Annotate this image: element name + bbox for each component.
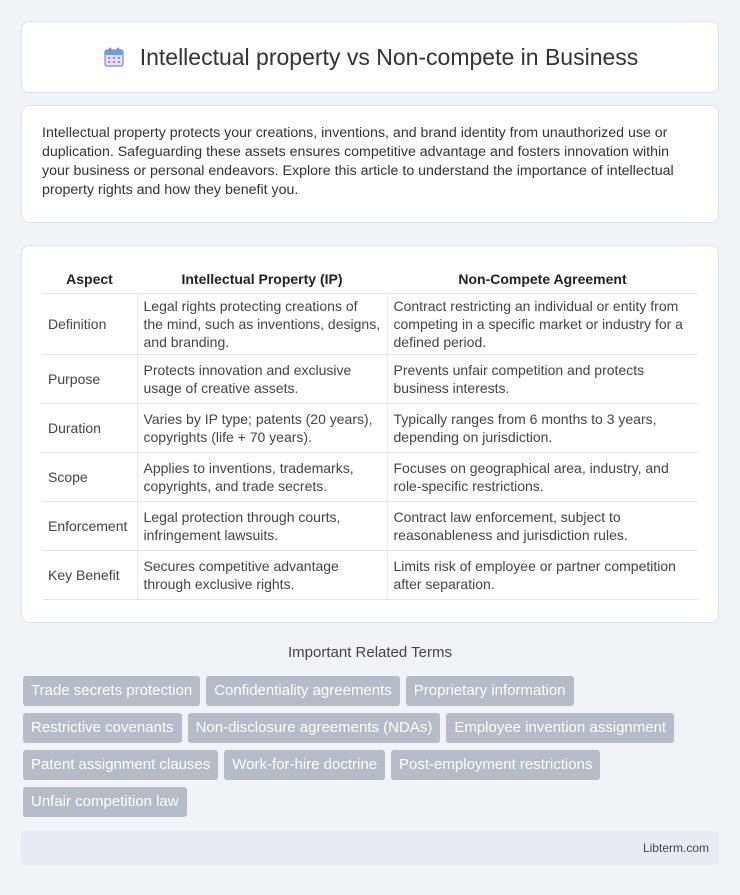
- row-aspect: Key Benefit: [42, 550, 137, 599]
- row-ip-cell: Protects innovation and exclusive usage of creative assets.: [137, 354, 387, 403]
- row-aspect: Enforcement: [42, 501, 137, 550]
- calendar-icon: [102, 45, 126, 69]
- related-term-tag[interactable]: Confidentiality agreements: [206, 676, 400, 706]
- table-row: [42, 293, 698, 354]
- related-terms-list: [23, 676, 723, 817]
- row-noncompete-cell: Typically ranges from 6 months to 3 years, depending on jurisdiction.: [387, 403, 698, 452]
- related-term-tag[interactable]: Employee invention assignment: [446, 713, 674, 743]
- intro-card: [21, 105, 719, 223]
- footer: [21, 831, 719, 865]
- row-aspect: Scope: [42, 452, 137, 501]
- header-noncompete: Non-Compete Agreement: [387, 266, 698, 293]
- row-ip-cell: Applies to inventions, trademarks, copyrights, and trade secrets.: [137, 452, 387, 501]
- comparison-card: [21, 245, 719, 623]
- related-term-tag[interactable]: Patent assignment clauses: [23, 750, 218, 780]
- row-noncompete-cell: Prevents unfair competition and protects business interests.: [387, 354, 698, 403]
- table-row: [42, 403, 698, 452]
- row-aspect: Duration: [42, 403, 137, 452]
- related-term-tag[interactable]: Work-for-hire doctrine: [224, 750, 385, 780]
- intro-paragraph: Intellectual property protects your creations, inventions, and brand identity from unauthorized use or duplication. Safeguarding these assets ensures competitive advantage and fosters innovation within your business or personal endeavors. Explore this article to understand the importance of intellectual property rights and how they benefit you.: [42, 125, 674, 198]
- row-noncompete-cell: Focuses on geographical area, industry, and role-specific restrictions.: [387, 452, 698, 501]
- row-aspect: Purpose: [42, 354, 137, 403]
- table-row: [42, 501, 698, 550]
- footer-site-link[interactable]: Libterm.com: [642, 841, 709, 855]
- row-noncompete-cell: Contract restricting an individual or entity from competing in a specific market or industry for a defined period.: [387, 293, 698, 354]
- related-term-tag[interactable]: Unfair competition law: [23, 787, 187, 817]
- title-card: [21, 21, 719, 93]
- row-noncompete-cell: Limits risk of employee or partner competition after separation.: [387, 550, 698, 599]
- row-ip-cell: Varies by IP type; patents (20 years), copyrights (life + 70 years).: [137, 403, 387, 452]
- row-ip-cell: Legal rights protecting creations of the mind, such as inventions, designs, and branding.: [137, 293, 387, 354]
- related-term-tag[interactable]: Non-disclosure agreements (NDAs): [188, 713, 441, 743]
- table-row: [42, 550, 698, 599]
- page-title: Intellectual property vs Non-compete in Business: [139, 43, 639, 70]
- row-ip-cell: Legal protection through courts, infringement lawsuits.: [137, 501, 387, 550]
- related-terms-title: Important Related Terms: [288, 644, 452, 661]
- header-aspect: Aspect: [42, 266, 137, 293]
- row-noncompete-cell: Contract law enforcement, subject to reasonableness and jurisdiction rules.: [387, 501, 698, 550]
- table-row: [42, 354, 698, 403]
- row-aspect: Definition: [42, 293, 137, 354]
- related-term-tag[interactable]: Restrictive covenants: [23, 713, 182, 743]
- related-term-tag[interactable]: Proprietary information: [406, 676, 574, 706]
- comparison-table: [42, 266, 698, 600]
- related-term-tag[interactable]: Trade secrets protection: [23, 676, 200, 706]
- row-ip-cell: Secures competitive advantage through exclusive rights.: [137, 550, 387, 599]
- header-ip: Intellectual Property (IP): [137, 266, 387, 293]
- table-header-row: [42, 266, 698, 293]
- related-term-tag[interactable]: Post-employment restrictions: [391, 750, 600, 780]
- table-row: [42, 452, 698, 501]
